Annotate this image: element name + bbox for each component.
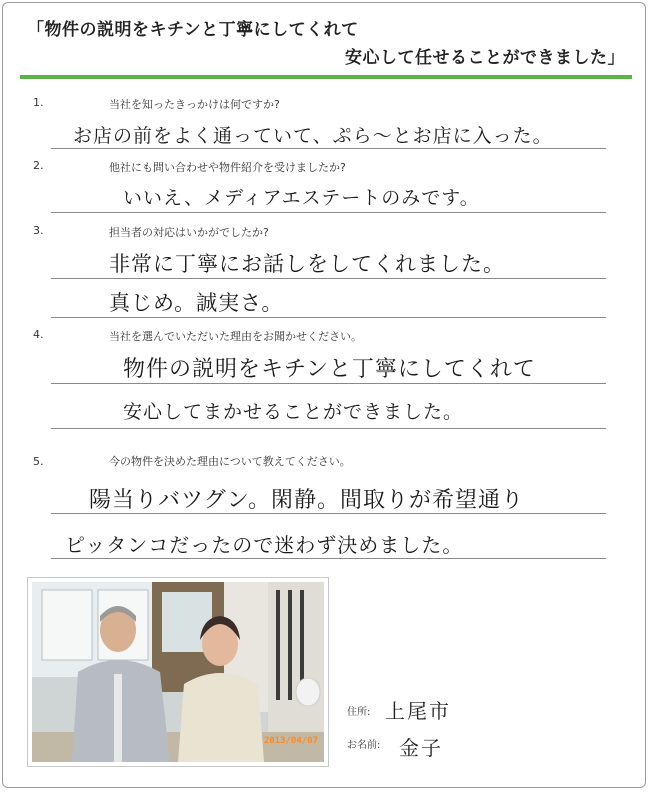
- answer-5-line-1: 陽当りバツグン。閑静。間取りが希望通り: [89, 488, 525, 513]
- address-value: 上尾市: [385, 699, 451, 723]
- answer-rule: [51, 513, 606, 514]
- green-divider: [20, 75, 632, 79]
- answer-rule: [51, 383, 606, 384]
- address-label: 住所:: [347, 707, 371, 718]
- question-5-text: 今の物件を決めた理由について教えてください。: [109, 455, 351, 468]
- name-value: 金子: [399, 736, 443, 760]
- question-2-text: 他社にも問い合わせや物件紹介を受けましたか?: [109, 161, 346, 174]
- question-4-number: 4.: [33, 328, 44, 341]
- question-3-text: 担当者の対応はいかがでしたか?: [109, 226, 269, 239]
- answer-3-line-1: 非常に丁寧にお話しをしてくれました。: [109, 252, 505, 276]
- answer-1-line-1: お店の前をよく通っていて、ぷら〜とお店に入った。: [73, 125, 553, 147]
- photo-illustration: [32, 582, 324, 762]
- survey-card: [2, 2, 646, 788]
- photo-date-stamp: 2013/04/07: [263, 736, 318, 746]
- answer-rule: [51, 148, 606, 149]
- answer-3-line-2: 真じめ。誠実さ。: [109, 291, 284, 315]
- question-1-number: 1.: [33, 96, 44, 109]
- answer-rule: [51, 317, 606, 318]
- answer-4-line-1: 物件の説明をキチンと丁寧にしてくれて: [123, 357, 536, 382]
- answer-rule: [51, 558, 606, 559]
- answer-4-line-2: 安心してまかせることができました。: [123, 401, 464, 423]
- question-1-text: 当社を知ったきっかけは何ですか?: [109, 98, 280, 111]
- name-label: お名前:: [347, 740, 381, 751]
- answer-rule: [51, 212, 606, 213]
- question-4-text: 当社を選んでいただいた理由をお聞かせください。: [109, 330, 362, 343]
- answer-rule: [51, 428, 606, 429]
- answer-2-line-1: いいえ、メディアエステートのみです。: [123, 187, 480, 209]
- question-5-number: 5.: [33, 455, 44, 468]
- question-3-number: 3.: [33, 224, 44, 237]
- customer-photo: [27, 577, 329, 767]
- headline-line-2: 安心して任せることができました」: [345, 48, 625, 68]
- answer-rule: [51, 278, 606, 279]
- question-2-number: 2.: [33, 159, 44, 172]
- headline-line-1: 「物件の説明をキチンと丁寧にしてくれて: [27, 20, 359, 40]
- answer-5-line-2: ピッタンコだったので迷わず決めました。: [65, 533, 464, 557]
